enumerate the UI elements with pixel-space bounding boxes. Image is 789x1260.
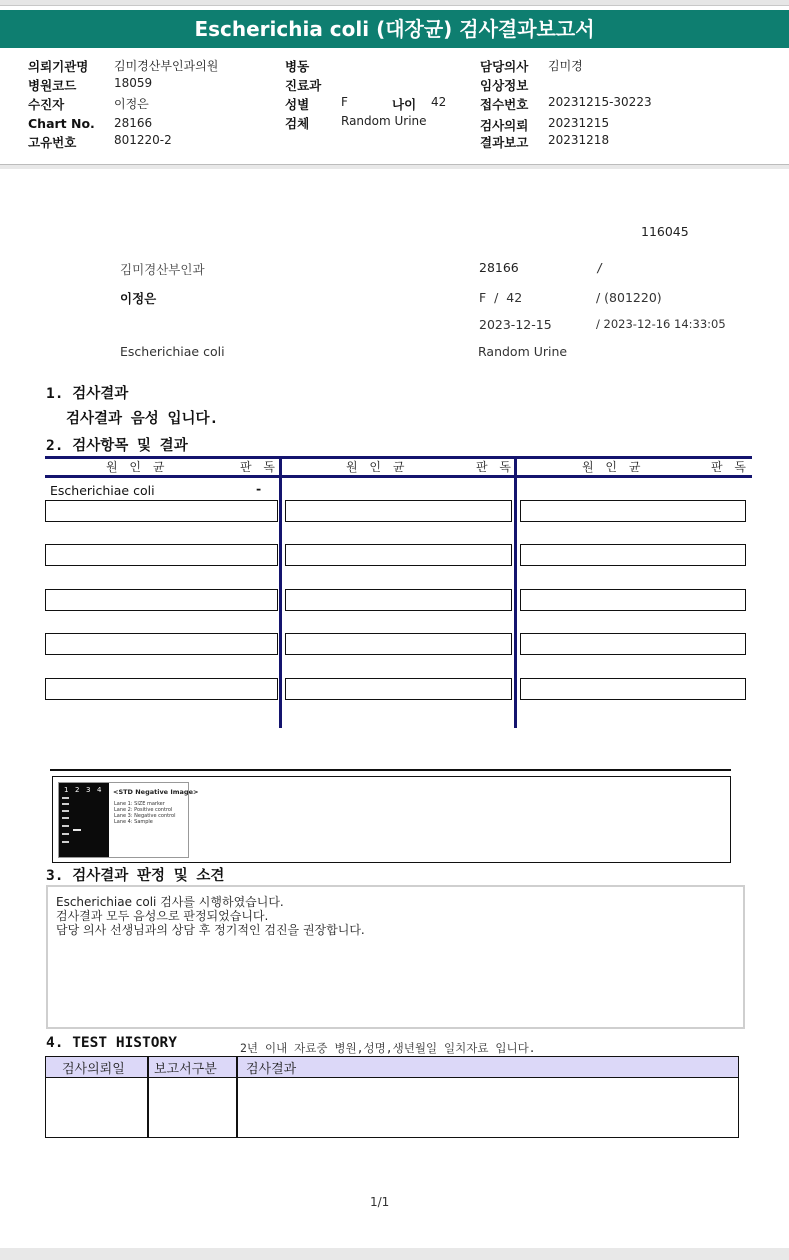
image-top-rule (50, 769, 731, 771)
opinion-line: 검사결과 모두 음성으로 판정되었습니다. (56, 909, 269, 923)
lane-number: 1 (64, 786, 69, 794)
result-cell (520, 589, 746, 611)
body-patient-name: 이정은 (120, 291, 157, 306)
value-requesting-institution: 김미경산부인과의원 (114, 59, 219, 73)
col-header-organism-1: 원 인 균 (106, 460, 169, 474)
history-table (45, 1056, 739, 1138)
gel-title: <STD Negative Image> (113, 788, 199, 796)
result-cell (520, 500, 746, 522)
label-chart-no: Chart No. (28, 116, 95, 131)
report-title: Escherichia coli (대장균) 검사결과보고서 (0, 10, 789, 48)
history-col-report-type: 보고서구분 (154, 1062, 217, 1077)
lane-number: 3 (86, 786, 91, 794)
section-1-result: 검사결과 음성 입니다. (66, 411, 219, 427)
value-receipt-no: 20231215-30223 (548, 95, 652, 109)
bottom-strip (0, 1248, 789, 1260)
body-test-name: Escherichiae coli (120, 344, 225, 359)
history-col-divider (147, 1057, 149, 1137)
result-cell (520, 544, 746, 566)
col-header-judgement-3: 판 독 (711, 460, 750, 474)
report-code: 116045 (641, 224, 689, 239)
result-cell (45, 633, 278, 655)
gel-lane-label: Lane 3: Negative control (114, 813, 176, 819)
label-age: 나이 (392, 97, 417, 112)
body-slash: / (596, 260, 604, 275)
result-cell (45, 500, 278, 522)
section-3-title: 3. 검사결과 판정 및 소견 (46, 868, 225, 884)
label-ward: 병동 (285, 59, 310, 74)
result-cell (285, 678, 512, 700)
value-patient: 이정은 (114, 97, 149, 111)
col-header-organism-3: 원 인 균 (582, 460, 645, 474)
lane-number: 2 (75, 786, 80, 794)
body-chart-no: 28166 (479, 260, 519, 275)
grid-header-border (45, 475, 752, 478)
gel-band (62, 841, 69, 843)
opinion-line: Escherichiae coli 검사를 시행하였습니다. (56, 895, 284, 909)
opinion-line: 담당 의사 선생님과의 상담 후 정기적인 검진을 권장합니다. (56, 923, 365, 937)
label-hospital-code: 병원코드 (28, 78, 77, 93)
history-col-request-date: 검사의뢰일 (62, 1062, 125, 1077)
gel-band (73, 829, 81, 831)
history-col-result: 검사결과 (246, 1062, 297, 1077)
value-report-date: 20231218 (548, 133, 610, 147)
body-specimen: Random Urine (478, 344, 568, 359)
body-date-1: 2023-12-15 (479, 317, 552, 332)
result-cell (520, 633, 746, 655)
gel-band (62, 817, 69, 819)
col-header-organism-2: 원 인 균 (346, 460, 409, 474)
result-cell (285, 544, 512, 566)
gel-band (62, 833, 69, 835)
label-report-date: 결과보고 (480, 135, 529, 150)
result-cell (285, 589, 512, 611)
gel-lane-label: Lane 1: SIZE marker (114, 801, 165, 807)
top-strip (0, 0, 789, 6)
gel-band (62, 803, 69, 805)
value-unique-no: 801220-2 (114, 133, 172, 147)
page-number: 1/1 (370, 1195, 390, 1209)
section-2-title: 2. 검사항목 및 결과 (46, 438, 188, 454)
label-physician: 담당의사 (480, 59, 529, 74)
label-clinical-info: 임상정보 (480, 78, 529, 93)
gel-band (62, 825, 69, 827)
label-unique-no: 고유번호 (28, 135, 77, 150)
value-physician: 김미경 (548, 59, 583, 73)
result-cell (45, 589, 278, 611)
label-receipt-no: 접수번호 (480, 97, 529, 112)
value-chart-no: 28166 (114, 116, 153, 130)
header-divider (0, 164, 789, 169)
history-note: 2년 이내 자료중 병원,성명,생년월일 일치자료 입니다. (240, 1041, 536, 1055)
result-cell (45, 544, 278, 566)
label-requesting-institution: 의뢰기관명 (28, 59, 89, 74)
result-judgement: - (256, 481, 262, 496)
value-age: 42 (431, 95, 447, 109)
gel-band (62, 797, 69, 799)
value-specimen: Random Urine (341, 114, 427, 128)
col-header-judgement-2: 판 독 (476, 460, 515, 474)
result-organism: Escherichiae coli (50, 483, 155, 498)
body-hospital: 김미경산부인과 (120, 262, 205, 277)
body-sex-age: F / 42 (479, 290, 523, 305)
body-birth: / (801220) (596, 290, 662, 305)
history-table-header (46, 1057, 738, 1078)
section-4-title: 4. TEST HISTORY (46, 1035, 177, 1051)
grid-divider-2 (514, 456, 517, 728)
gel-lanes-image (59, 783, 109, 857)
value-sex: F (341, 95, 348, 109)
gel-band (62, 810, 69, 812)
result-cell (45, 678, 278, 700)
value-hospital-code: 18059 (114, 76, 153, 90)
gel-electrophoresis-image (58, 782, 199, 858)
result-cell (285, 633, 512, 655)
label-patient: 수진자 (28, 97, 65, 112)
result-cell (285, 500, 512, 522)
value-request-date: 20231215 (548, 116, 610, 130)
body-date-2: / 2023-12-16 14:33:05 (596, 317, 726, 331)
gel-lane-label: Lane 4: Sample (114, 819, 153, 825)
grid-divider-1 (279, 456, 282, 728)
label-request-date: 검사의뢰 (480, 118, 529, 133)
label-specimen: 검체 (285, 116, 310, 131)
lane-number: 4 (97, 786, 102, 794)
label-department: 진료과 (285, 78, 322, 93)
gel-lane-label: Lane 2: Positive control (114, 807, 173, 813)
section-1-title: 1. 검사결과 (46, 386, 129, 402)
label-sex: 성별 (285, 97, 310, 112)
col-header-judgement-1: 판 독 (240, 460, 279, 474)
result-cell (520, 678, 746, 700)
history-col-divider (236, 1057, 238, 1137)
